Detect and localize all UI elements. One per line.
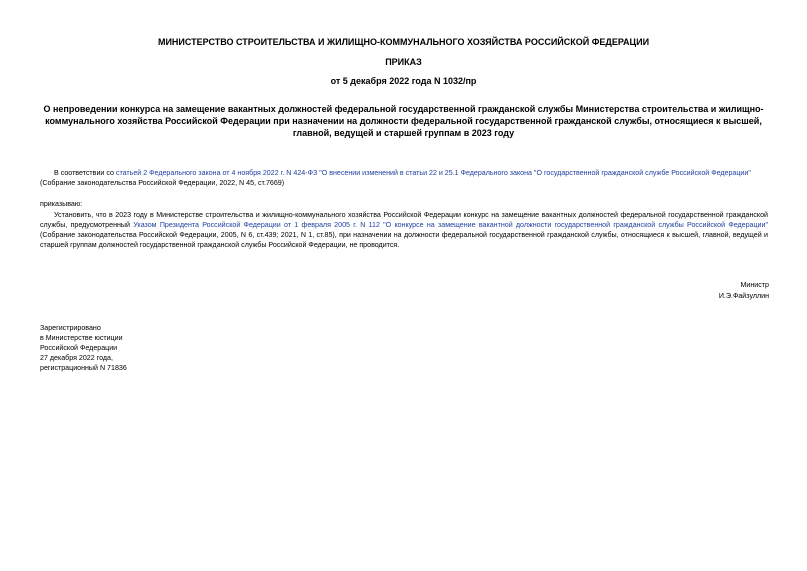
orders-word: приказываю:	[40, 200, 83, 208]
ministry-header: МИНИСТЕРСТВО СТРОИТЕЛЬСТВА И ЖИЛИЩНО-КОММУНАЛЬНОГО ХОЗЯЙСТВА РОССИЙСКОЙ ФЕДЕРАЦИИ	[157, 37, 650, 47]
registration-line: Российской Федерации	[40, 344, 118, 352]
legal-basis-paragraph	[40, 168, 768, 188]
registration-line: в Министерстве юстиции	[40, 334, 123, 342]
basis-prefix: В соответствии со	[54, 169, 116, 177]
registration-line: 27 декабря 2022 года,	[40, 354, 113, 362]
order-date: от 5 декабря 2022 года N 1032/пр	[330, 76, 477, 86]
signer-name: И.Э.Файзуллин	[718, 292, 769, 300]
registration-line: Зарегистрировано	[40, 324, 101, 332]
document-title: О непроведении конкурса на замещение вакантных должностей федеральной государственной гражданской службы Министерства строительства и жилищно-коммунального хозяйства Российской Федерации при назначении на должности федеральной государственной гражданской службы, относящиеся к высшей, главной, ведущей и старшей группам в 2023 году	[43, 104, 764, 138]
decree-part-2: (Собрание законодательства Российской Федерации, 2005, N 6, ст.439; 2021, N 1, ст.85), при назначении на должности федеральной государственной гражданской службы, относящиеся к высшей, главной, ведущей и старшей группам должностей государственной гражданской службы Российской Федерации, не проводится.	[40, 231, 768, 249]
decree-part-1: Установить, что в 2023 году в Министерстве строительства и жилищно-коммунального хозяйства Российской Федерации конкурс на замещение вакантных должностей федеральной государственной гражданской службы, предусмотренный	[40, 211, 768, 229]
document-type: ПРИКАЗ	[385, 57, 422, 67]
registration-block	[40, 323, 127, 373]
signer-position: Министр	[740, 281, 769, 289]
registration-line: регистрационный N 71836	[40, 364, 127, 372]
federal-law-link[interactable]: статьей 2 Федерального закона от 4 ноября 2022 г. N 424-ФЗ "О внесении изменений в статьи 22 и 25.1 Федерального закона "О государственной гражданской службе Российской Федерации"	[115, 169, 751, 177]
signature-block	[719, 280, 769, 302]
decree-paragraph	[40, 210, 768, 250]
presidential-decree-link[interactable]: Указом Президента Российской Федерации от 1 февраля 2005 г. N 112 "О конкурсе на замещение вакантной должности государственной гражданской службы Российской Федерации"	[133, 221, 768, 229]
basis-suffix: (Собрание законодательства Российской Федерации, 2022, N 45, ст.7669)	[40, 179, 285, 187]
